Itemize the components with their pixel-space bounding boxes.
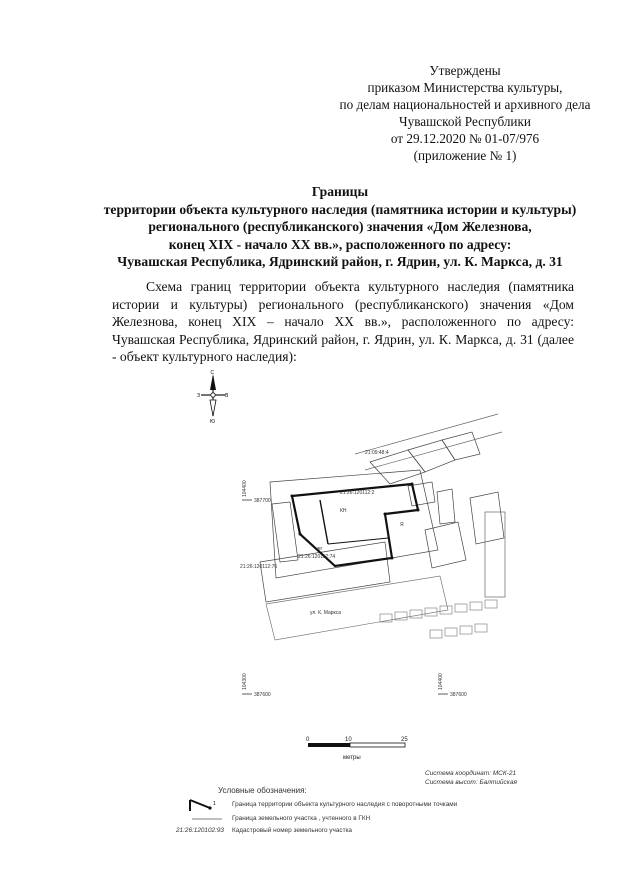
title-line: конец XIX - начало XX вв.», расположенного по адресу:	[168, 236, 512, 252]
label-ng: нег	[315, 546, 323, 552]
coordinate-system	[425, 769, 517, 787]
scale-0: 0	[306, 737, 310, 743]
grid-y-left-bottom: 104300	[242, 673, 248, 690]
road-band	[266, 576, 448, 640]
legend-point-label: 1	[213, 801, 216, 807]
neighbour-block	[442, 432, 480, 460]
crs-line: Система координат: МСК-21	[425, 770, 517, 777]
label-ya: Я	[400, 522, 404, 528]
title-line: Границы	[311, 184, 369, 199]
legend-title: Условные обозначения:	[218, 786, 307, 795]
parcel-main-label: 21:26:120112:2	[340, 490, 375, 496]
title-line: Чувашская Республика, Ядринский район, г. Ядрин, ул. К. Маркса, д. 31	[117, 254, 563, 269]
cadastral-map	[180, 362, 520, 712]
approval-line: по делам национальностей и архивного дела	[339, 97, 591, 112]
paragraph-text: Схема границ территории объекта культурного наследия (памятника истории и культуры) регионального (республиканского) значения «Дом Железнова, конец XIX – начало XX вв.», расположенного по адресу: Чувашская Республика, Ядринский район, г. Ядрин, ул. К. Маркса, д. 31 (далее - объект культурного наследия):	[112, 279, 574, 364]
scheme-description	[112, 278, 574, 366]
scale-10: 10	[345, 737, 352, 743]
parcel-top-label: 21:09:48:4	[365, 450, 389, 456]
title-line: территории объекта культурного наследия (памятника истории и культуры)	[103, 201, 577, 217]
scale-25: 25	[401, 737, 408, 743]
approval-line: (приложение № 1)	[413, 148, 517, 163]
label-kn: КН	[340, 508, 347, 514]
approval-line: от 29.12.2020 № 01-07/976	[390, 131, 540, 146]
parcel-left-label: 21:26:120112:74	[298, 554, 336, 560]
compass-south: Ю	[210, 419, 216, 425]
compass-north: С	[210, 370, 215, 376]
road-label: ул. К. Маркса	[310, 610, 342, 616]
grid-y-right-bottom: 104400	[438, 673, 444, 690]
legend-item-heritage-boundary	[170, 798, 470, 812]
scale-bar	[295, 732, 425, 762]
approval-line: Утверждены	[429, 63, 501, 78]
legend-text: Кадастровый номер земельного участка	[232, 827, 352, 834]
scale-unit: метры	[343, 755, 361, 761]
grid-y-left-top: 104400	[242, 480, 248, 497]
legend-text: Граница территории объекта культурного наследия с поворотными точками	[232, 801, 458, 808]
grid-x-top: 387700	[254, 498, 271, 504]
parcel-bottom-label: 21:26:120112:76	[240, 564, 278, 570]
document-title	[80, 183, 600, 271]
approval-block	[300, 62, 630, 164]
legend-item-cadastral-number	[170, 824, 470, 838]
compass-west: З	[197, 393, 201, 399]
heritage-boundary-symbol	[170, 798, 226, 812]
cadastral-number-symbol: 21:26:120102:93	[176, 827, 224, 834]
land-plot-lower	[260, 542, 390, 602]
grid-x-bottom-right: 387600	[450, 692, 467, 698]
compass-east: В	[225, 393, 229, 399]
grid-x-bottom-left: 387600	[254, 692, 271, 698]
crs-line: Система высот: Балтийская	[425, 779, 517, 786]
approval-line: Чувашской Республики	[399, 114, 531, 129]
approval-line: приказом Министерства культуры,	[367, 80, 563, 95]
legend-text: Граница земельного участка , учтенного в ГКН	[232, 815, 371, 822]
title-line: регионального (республиканского) значения «Дом Железнова,	[148, 219, 532, 234]
